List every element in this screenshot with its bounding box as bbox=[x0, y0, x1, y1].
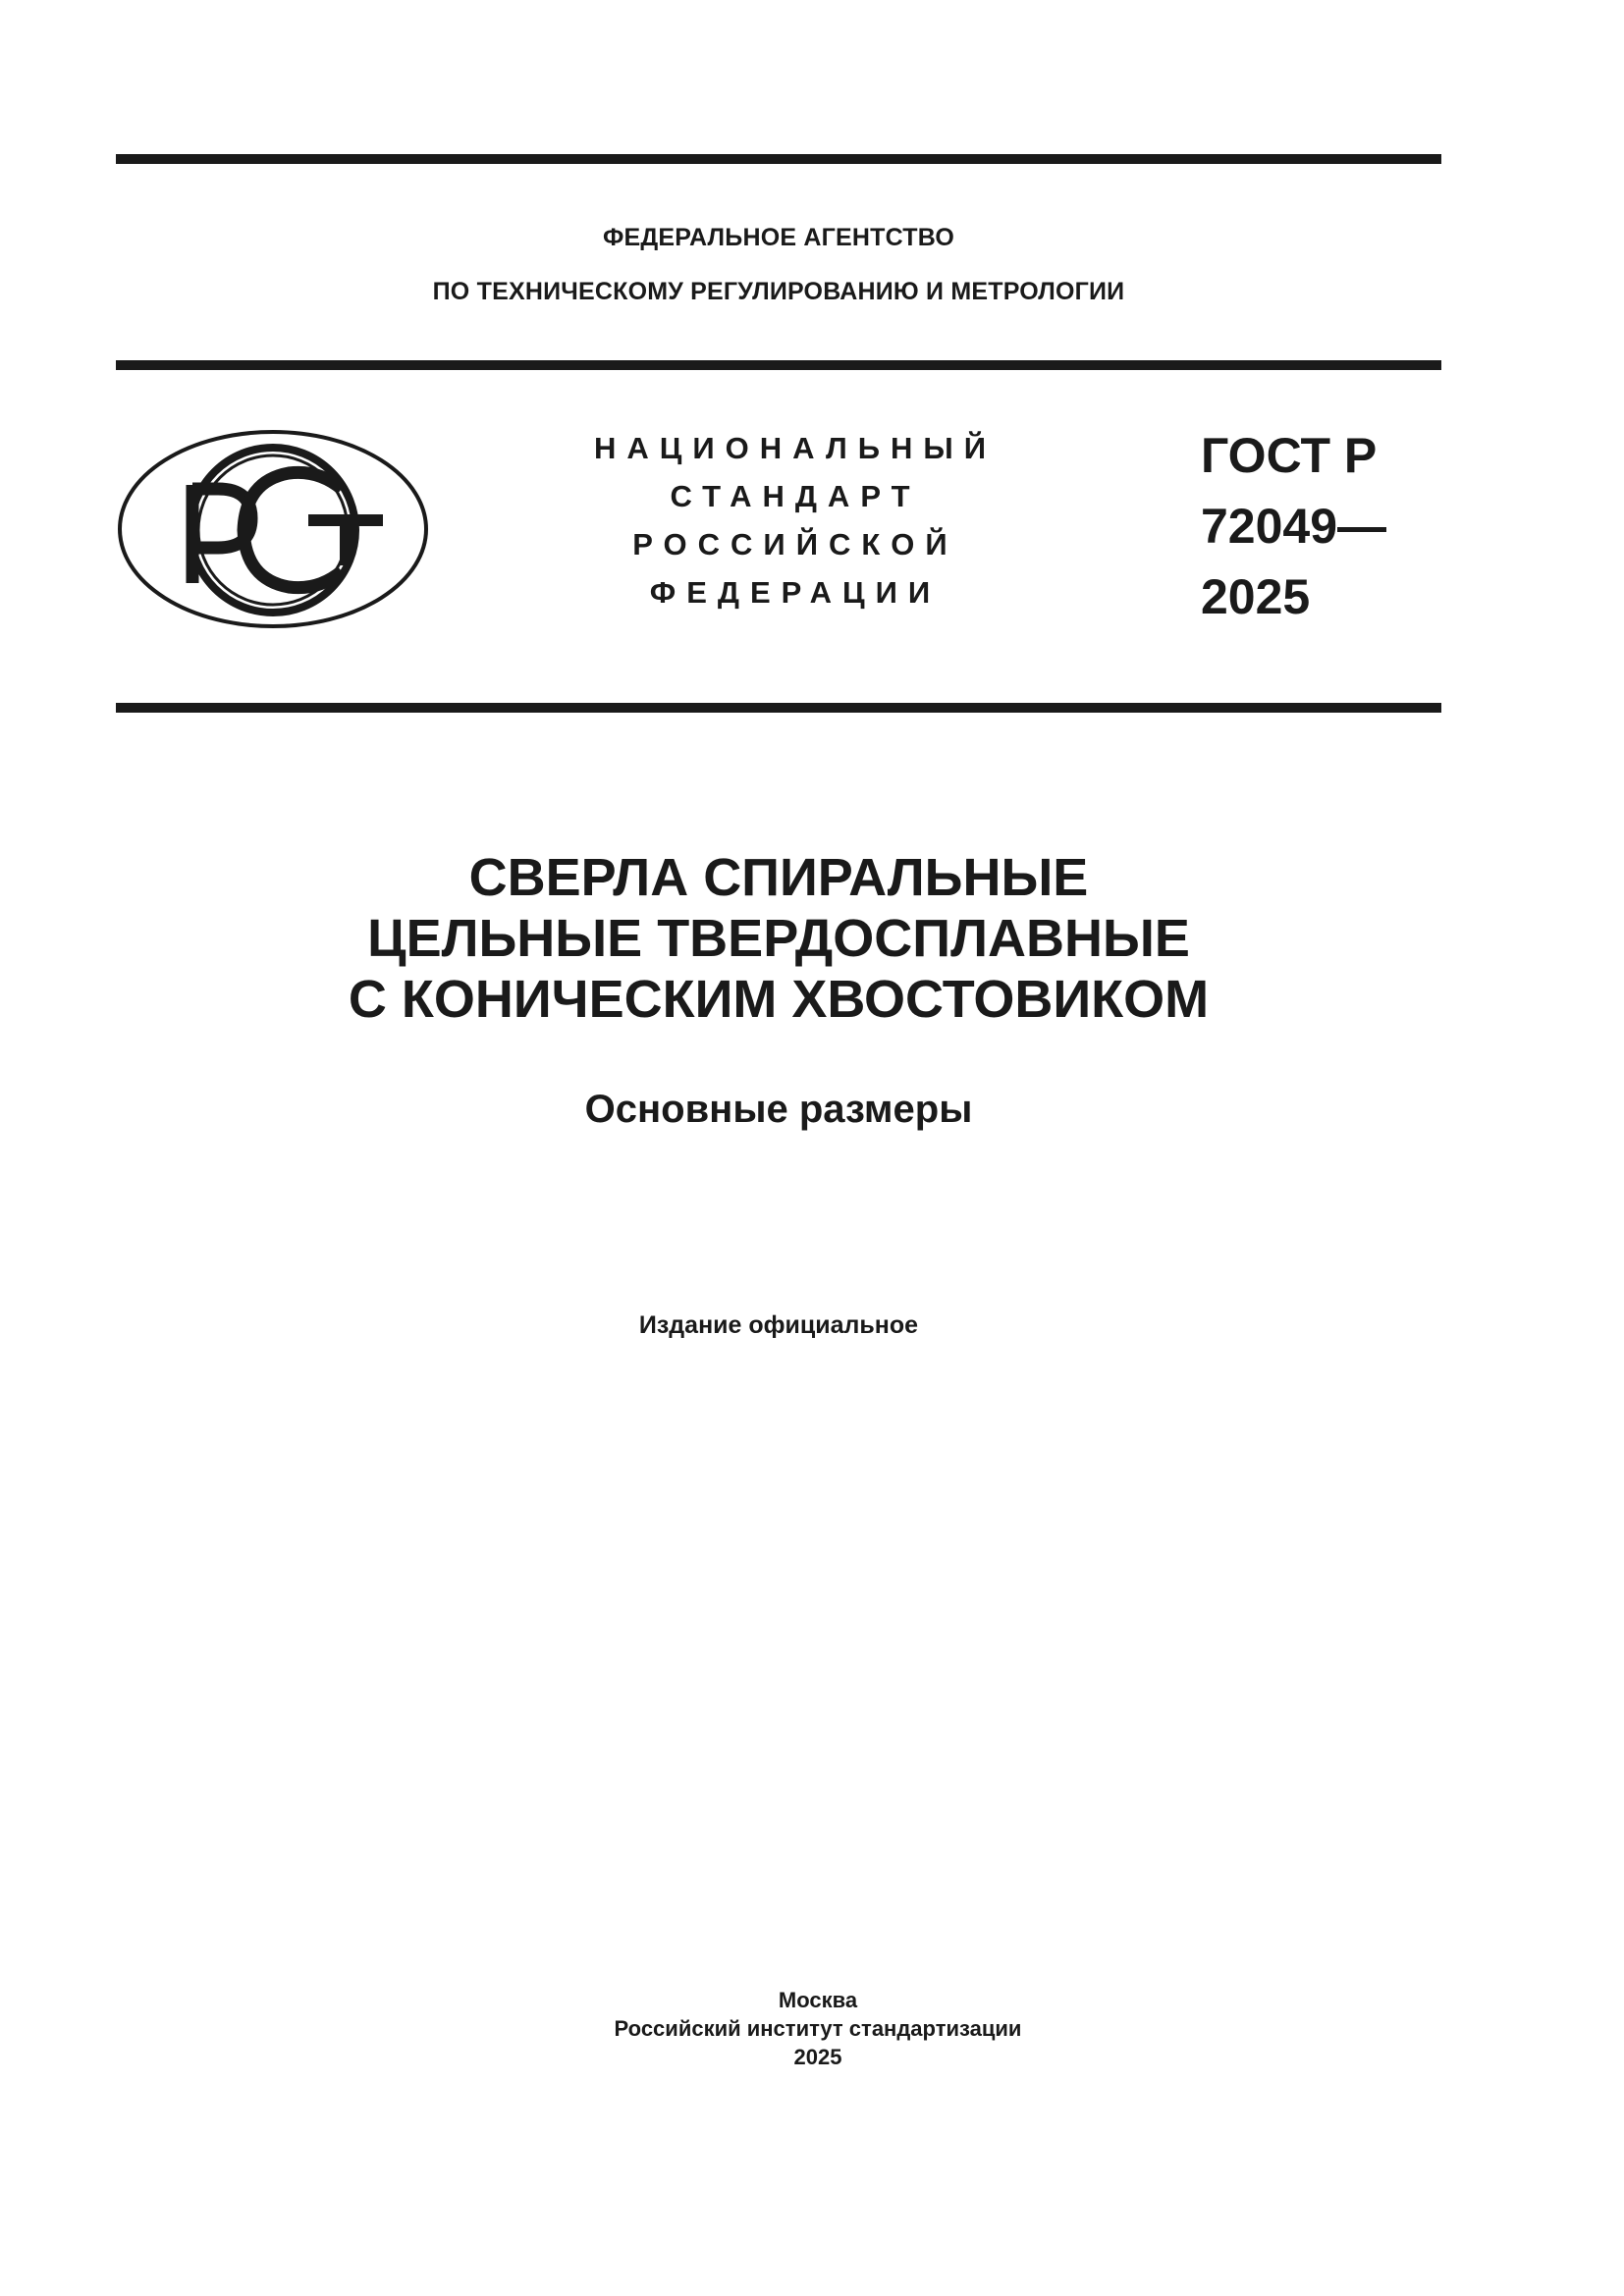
header-divider-rule bbox=[116, 360, 1441, 370]
top-rule bbox=[116, 154, 1441, 164]
document-subtitle: Основные размеры bbox=[584, 1088, 973, 1131]
document-title-line-3: С КОНИЧЕСКИМ ХВОСТОВИКОМ bbox=[348, 970, 1210, 1029]
gost-designation-line-1: ГОСТ Р bbox=[1201, 428, 1378, 483]
national-line-3: РОССИЙСКОЙ bbox=[632, 527, 958, 561]
document-title-line-2: ЦЕЛЬНЫЕ ТВЕРДОСПЛАВНЫЕ bbox=[367, 909, 1190, 968]
agency-name-line-2: ПО ТЕХНИЧЕСКОМУ РЕГУЛИРОВАНИЮ И МЕТРОЛОГИИ bbox=[432, 278, 1125, 305]
rst-certification-mark-icon bbox=[116, 428, 430, 630]
standard-block-bottom-rule bbox=[116, 703, 1441, 713]
national-standard-label bbox=[530, 424, 1060, 616]
national-line-2: СТАНДАРТ bbox=[670, 479, 921, 513]
imprint-publisher: Российский институт стандартизации bbox=[614, 2016, 1022, 2041]
imprint-city: Москва bbox=[778, 1988, 858, 2012]
edition-label: Издание официальное bbox=[638, 1311, 919, 1339]
gost-designation-line-3: 2025 bbox=[1201, 569, 1311, 624]
national-line-1: НАЦИОНАЛЬНЫЙ bbox=[593, 431, 998, 465]
gost-designation-line-2: 72049— bbox=[1201, 499, 1387, 554]
national-line-4: ФЕДЕРАЦИИ bbox=[649, 575, 942, 610]
gost-designation bbox=[1201, 420, 1386, 632]
document-title bbox=[116, 847, 1441, 1030]
imprint-year: 2025 bbox=[793, 2045, 842, 2069]
document-title-line-1: СВЕРЛА СПИРАЛЬНЫЕ bbox=[468, 848, 1089, 907]
imprint-block bbox=[116, 1986, 1520, 2071]
agency-name-line-1: ФЕДЕРАЛЬНОЕ АГЕНТСТВО bbox=[603, 224, 954, 251]
